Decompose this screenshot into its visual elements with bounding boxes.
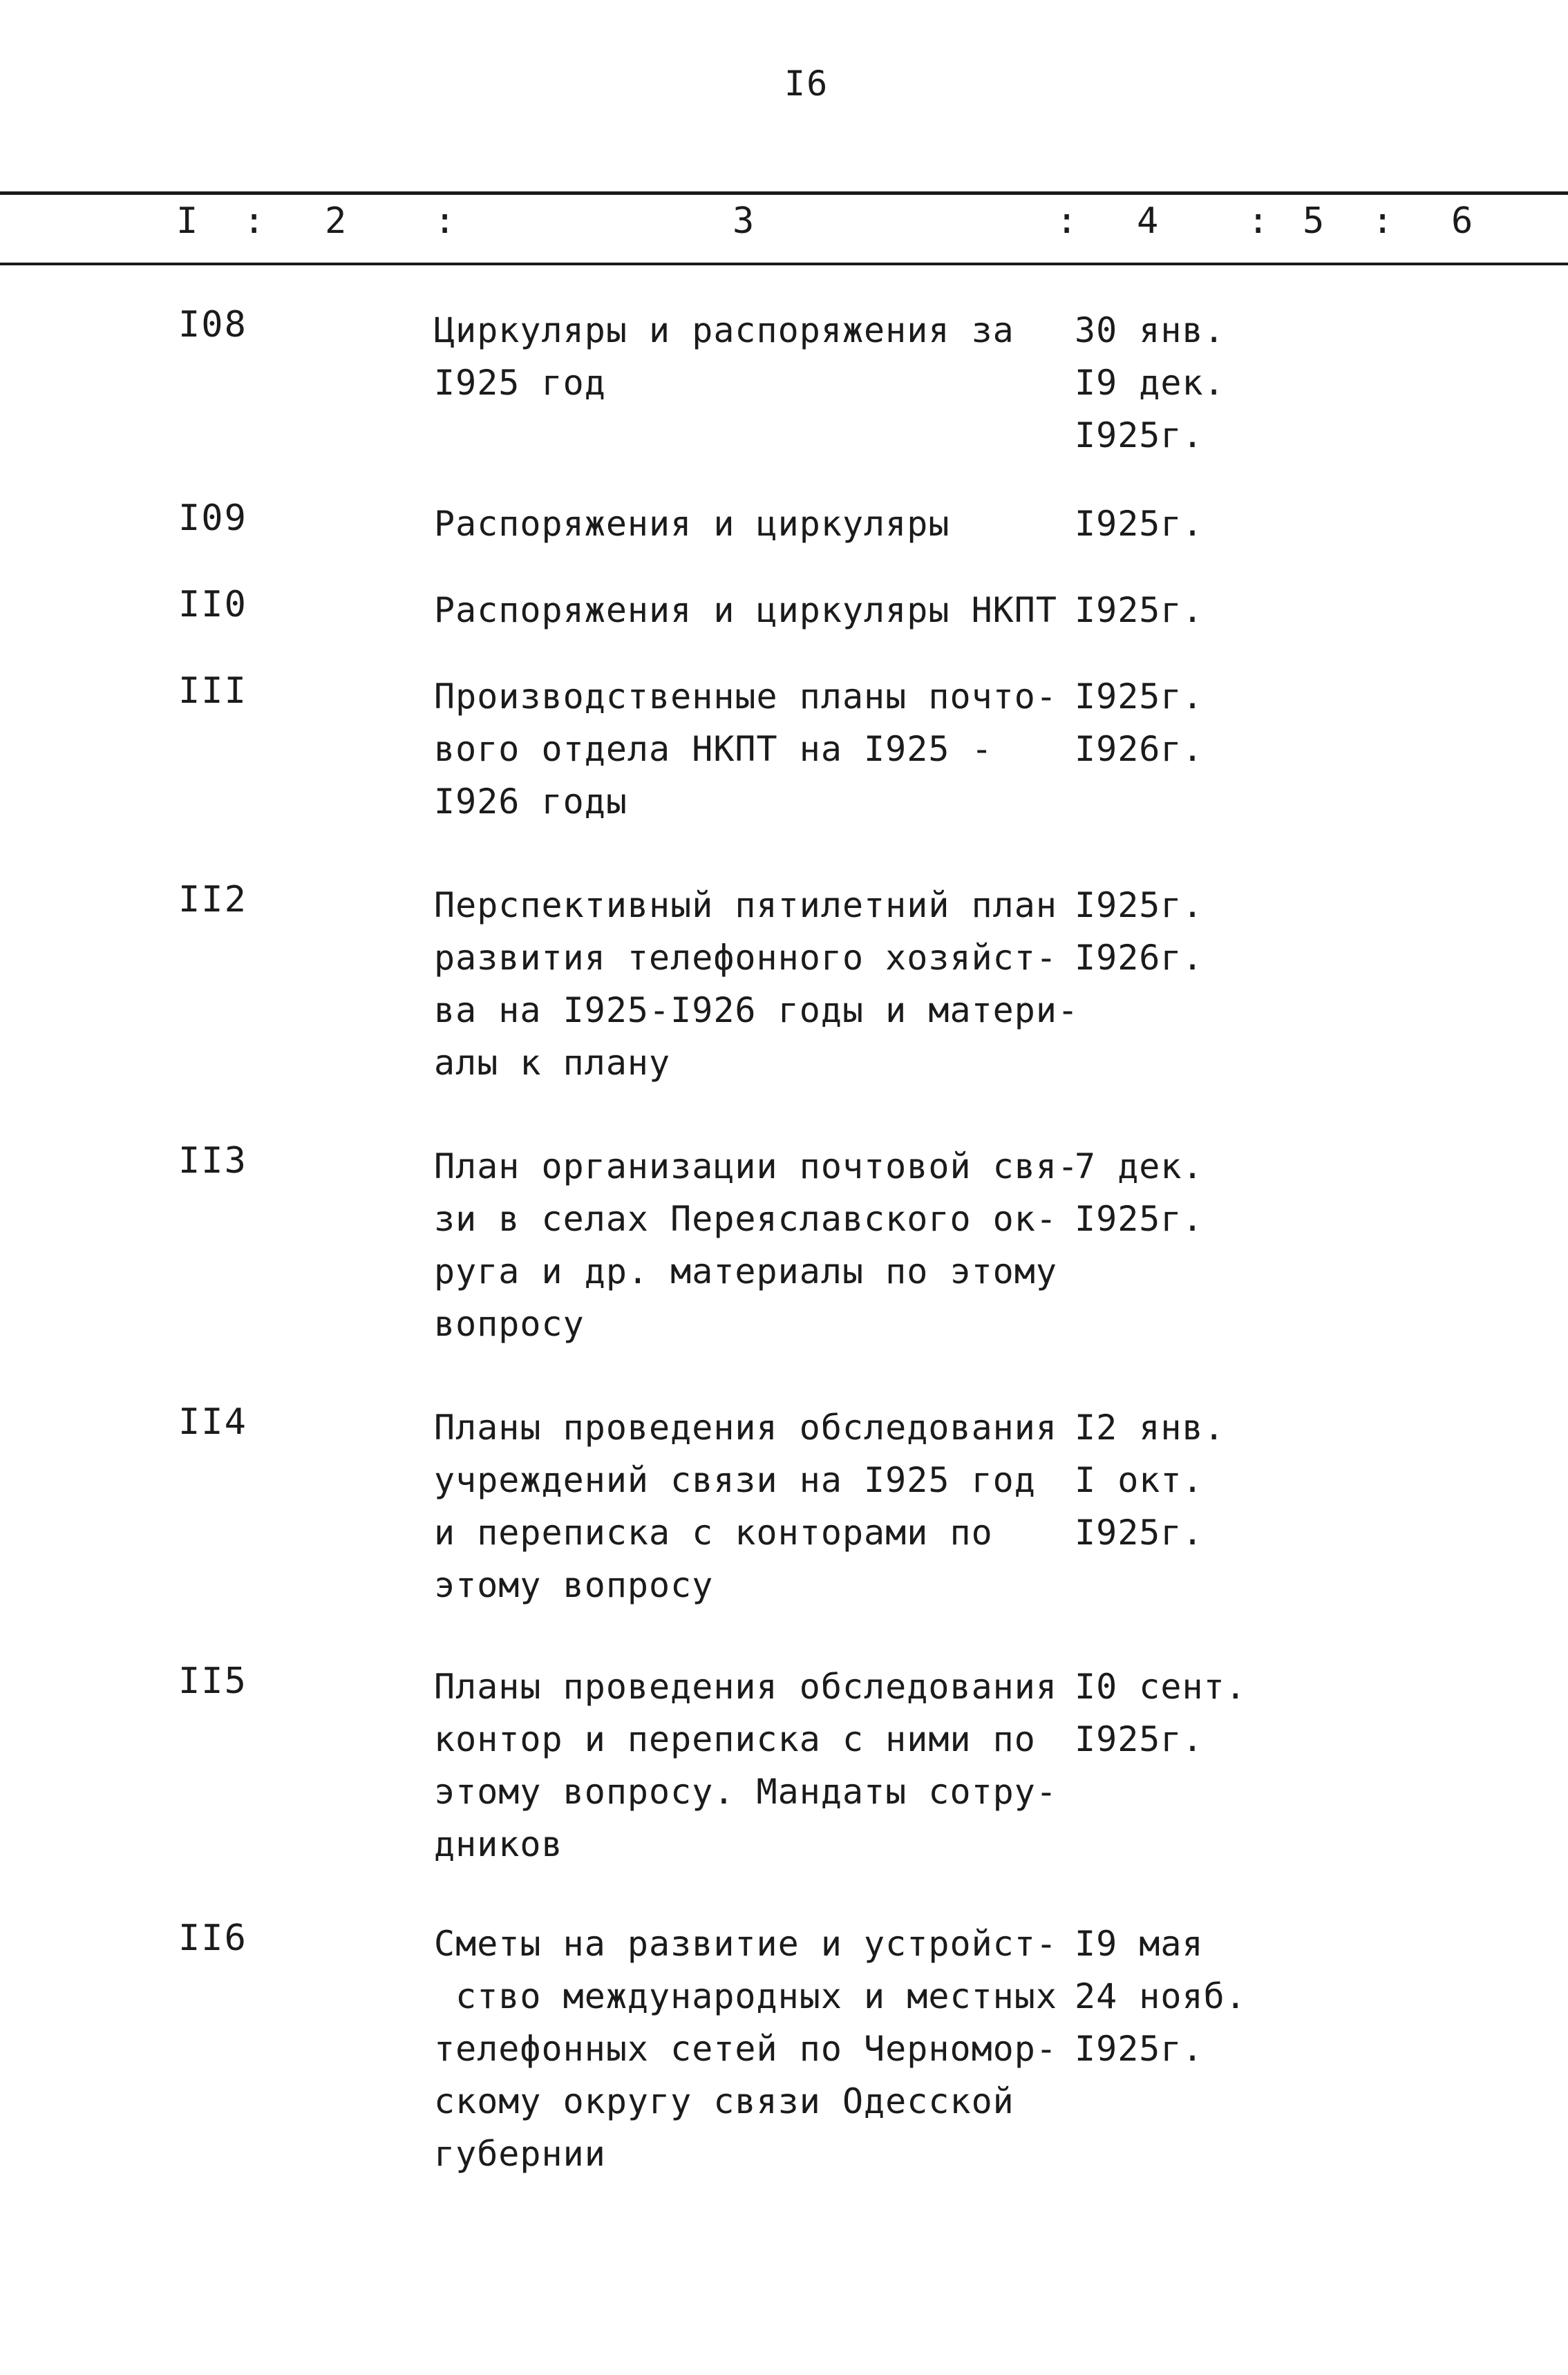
item-title-line: Циркуляры и распоряжения за	[434, 310, 1014, 350]
header-col-3: 3	[733, 200, 755, 242]
item-date-line: I2 янв.	[1075, 1408, 1225, 1448]
header-separator: :	[243, 200, 265, 242]
item-title-line: учреждений связи на I925 год	[434, 1460, 1036, 1500]
item-dates	[1075, 1140, 1282, 1245]
item-date-line: I925г.	[1075, 1513, 1204, 1553]
item-title	[434, 1660, 1077, 1871]
item-title-line: и переписка с конторами по	[434, 1513, 993, 1553]
item-title-line: вопросу	[434, 1304, 585, 1344]
item-title-line: телефонных сетей по Черномор-	[434, 2029, 1057, 2069]
item-date-line: I925г.	[1075, 1199, 1204, 1239]
item-title-line: План организации почтовой свя-	[434, 1146, 1079, 1186]
item-title-line: контор и переписка с ними по	[434, 1719, 1036, 1759]
item-title-line: I926 годы	[434, 782, 627, 822]
header-separator: :	[1056, 200, 1078, 242]
item-dates	[1075, 879, 1282, 984]
item-title-line: ва на I925-I926 годы и матери-	[434, 990, 1079, 1030]
item-title-line: алы к плану	[434, 1043, 671, 1083]
item-date-line: I9 мая	[1075, 1924, 1204, 1964]
item-dates	[1075, 584, 1282, 636]
item-date-line: I925г.	[1075, 676, 1204, 717]
item-number: II6	[178, 1918, 247, 1959]
item-title-line: Планы проведения обследования	[434, 1667, 1057, 1707]
item-title-line: вого отдела НКПТ на I925 -	[434, 729, 993, 769]
item-title	[434, 584, 1077, 636]
item-title-line: скому округу связи Одесской	[434, 2081, 1014, 2121]
header-col-4: 4	[1137, 200, 1159, 242]
header-col-2: 2	[325, 200, 347, 242]
header-col-6: 6	[1451, 200, 1473, 242]
header-col-1: I	[176, 200, 198, 242]
item-date-line: I926г.	[1075, 729, 1204, 769]
item-title-line: Перспективный пятилетний план	[434, 885, 1057, 925]
item-number: II5	[178, 1660, 247, 1702]
item-dates	[1075, 498, 1282, 550]
item-title	[434, 1918, 1077, 2180]
item-dates	[1075, 1401, 1282, 1559]
item-title-line: Сметы на развитие и устройст-	[434, 1924, 1057, 1964]
item-dates	[1075, 1918, 1282, 2075]
item-date-line: I925г.	[1075, 415, 1204, 455]
item-number: II0	[178, 584, 247, 625]
item-date-line: I925г.	[1075, 590, 1204, 630]
item-date-line: 24 нояб.	[1075, 1976, 1247, 2016]
item-number: II2	[178, 879, 247, 920]
item-title	[434, 879, 1077, 1089]
item-title-line: зи в селах Переяславского ок-	[434, 1199, 1057, 1239]
item-number: I08	[178, 304, 247, 346]
item-title-line: руга и др. материалы по этому	[434, 1251, 1057, 1291]
item-title	[434, 304, 1077, 409]
header-separator: :	[1247, 200, 1269, 242]
table-header-rule	[0, 263, 1568, 265]
item-number: I09	[178, 498, 247, 539]
item-date-line: 30 янв.	[1075, 310, 1225, 350]
item-date-line: I925г.	[1075, 2029, 1204, 2069]
item-title-line: I925 год	[434, 363, 606, 403]
item-title	[434, 498, 1077, 550]
item-dates	[1075, 670, 1282, 775]
item-title-line: дников	[434, 1824, 563, 1864]
header-col-5: 5	[1303, 200, 1325, 242]
item-dates	[1075, 304, 1282, 462]
item-date-line: I925г.	[1075, 1719, 1204, 1759]
item-title-line: этому вопросу. Мандаты сотру-	[434, 1772, 1057, 1812]
item-date-line: I925г.	[1075, 504, 1204, 544]
item-number: II3	[178, 1140, 247, 1182]
item-date-line: I925г.	[1075, 885, 1204, 925]
item-title-line: Производственные планы почто-	[434, 676, 1057, 717]
item-title	[434, 1401, 1077, 1611]
item-title-line: ство международных и местных	[434, 1976, 1057, 2016]
header-separator: :	[434, 200, 456, 242]
header-separator: :	[1372, 200, 1394, 242]
item-date-line: I0 сент.	[1075, 1667, 1247, 1707]
item-date-line: 7 дек.	[1075, 1146, 1204, 1186]
item-date-line: I9 дек.	[1075, 363, 1225, 403]
item-title-line: этому вопросу	[434, 1565, 714, 1605]
item-title-line: Распоряжения и циркуляры НКПТ	[434, 590, 1057, 630]
item-title-line: Распоряжения и циркуляры	[434, 504, 950, 544]
item-number: II4	[178, 1401, 247, 1443]
item-title-line: развития телефонного хозяйст-	[434, 938, 1057, 978]
item-date-line: I926г.	[1075, 938, 1204, 978]
item-title-line: губернии	[434, 2134, 606, 2174]
item-title-line: Планы проведения обследования	[434, 1408, 1057, 1448]
item-title	[434, 1140, 1077, 1350]
page-number: I6	[784, 64, 829, 104]
item-title	[434, 670, 1077, 828]
item-number: III	[178, 670, 247, 712]
item-date-line: I окт.	[1075, 1460, 1204, 1500]
table-top-rule	[0, 191, 1568, 195]
item-dates	[1075, 1660, 1282, 1766]
